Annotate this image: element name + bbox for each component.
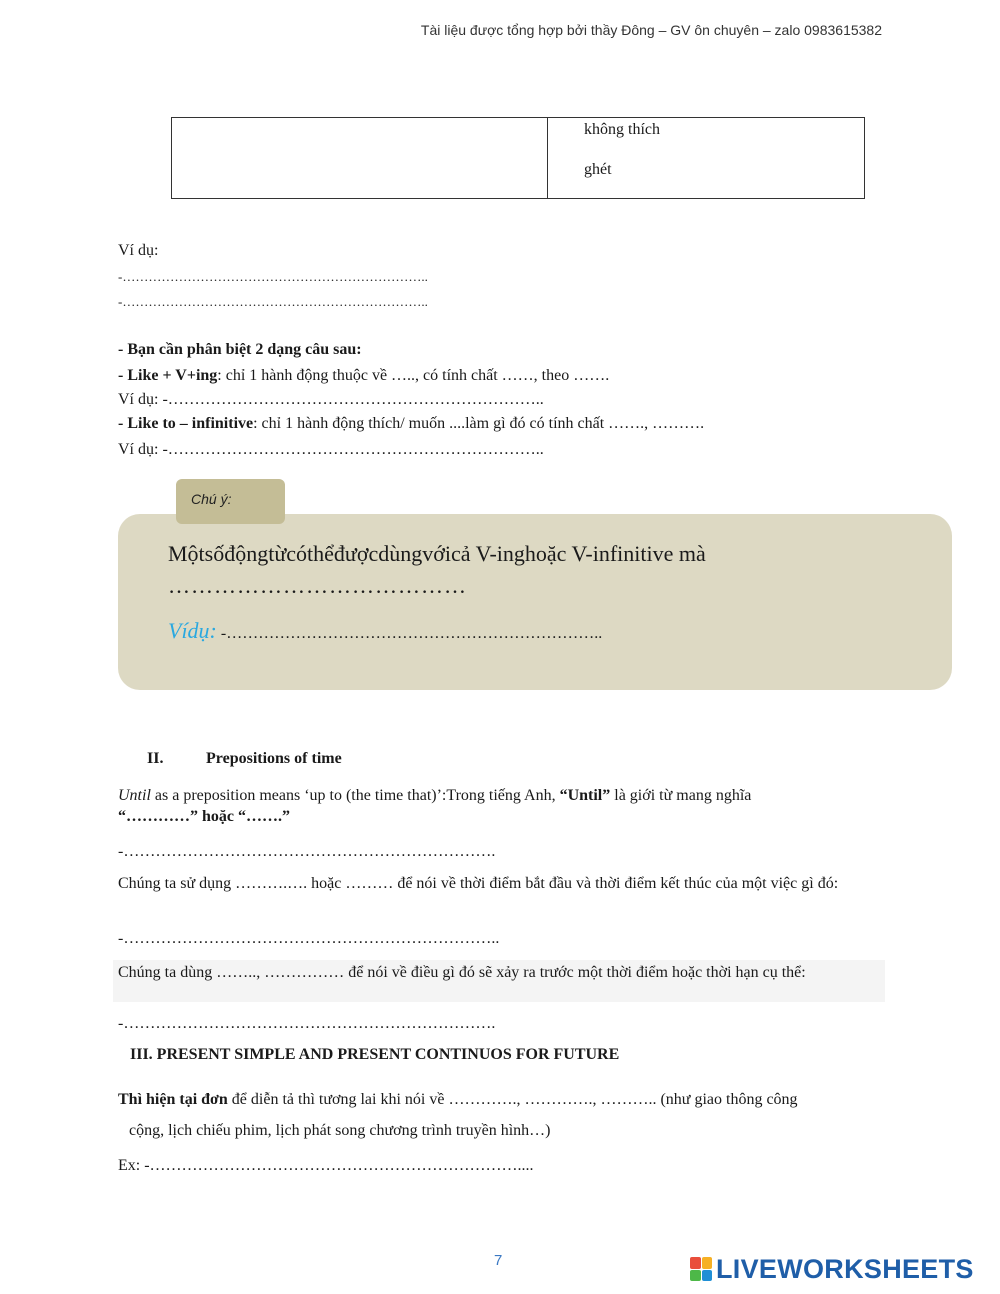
until-bold: “Until” — [559, 787, 611, 804]
until-blank[interactable]: “…………” hoặc “…….” — [118, 808, 290, 825]
example-line[interactable]: Ex: -…………………………………………………………….... — [118, 1157, 534, 1174]
like-to-rule — [118, 414, 704, 434]
blank-line[interactable]: -…………………………………………………………….. — [118, 269, 428, 284]
note-box — [118, 514, 952, 690]
present-simple-paragraph — [118, 1084, 888, 1146]
page-header: Tài liệu được tổng hợp bởi thầy Đông – GV ôn chuyên – zalo 0983615382 — [420, 22, 882, 38]
distinguish-title: - Bạn cần phân biệt 2 dạng câu sau: — [118, 341, 362, 358]
like-to-label: - Like to – infinitive — [118, 415, 254, 432]
section-number: II. — [147, 750, 164, 767]
until-paragraph — [118, 785, 888, 827]
table-left-cell — [172, 118, 548, 199]
until-text2: là giới từ mang nghĩa — [610, 787, 752, 804]
example-label: Ví dụ: — [118, 242, 159, 259]
logo-text: LIVEWORKSHEETS — [716, 1253, 974, 1284]
section-title: Prepositions of time — [206, 750, 342, 767]
present-simple-text: để diễn tả thì tương lai khi nói về …………., …………., ……….. (như giao thông công — [227, 1091, 798, 1108]
blank-line[interactable]: -…………………………………………………………….. — [118, 930, 500, 947]
example-line[interactable]: Ví dụ: -…………………………………………………………….. — [118, 391, 544, 408]
until-word: Until — [118, 787, 151, 804]
present-simple-label: Thì hiện tại đơn — [118, 1091, 228, 1108]
like-ving-rule — [118, 366, 609, 386]
paragraph: Chúng ta dùng …….., …………… để nói về điều gì đó sẽ xảy ra trước một thời điểm hoặc thời hạn cụ thể: — [118, 964, 806, 981]
table-word: không thích — [584, 121, 660, 138]
note-text: Mộtsốđộngtừcóthểđượcdùngvớicả V-inghoặc V-infinitive mà — [168, 541, 706, 566]
table-right-cell — [548, 118, 865, 199]
like-to-text: : chỉ 1 hành động thích/ muốn ....làm gì đó có tính chất ……., ………. — [253, 415, 705, 432]
paragraph: Chúng ta sử dụng ……….…. hoặc ……… để nói về thời điểm bắt đầu và thời điểm kết thúc của một việc gì đó: — [118, 875, 839, 892]
note-example-label: Vídụ: — [168, 618, 217, 643]
until-text: as a preposition means ‘up to (the time that)’:Trong tiếng Anh, — [150, 787, 560, 804]
logo-icon — [690, 1257, 712, 1281]
note-tab: Chú ý: — [176, 479, 285, 524]
liveworksheets-logo — [690, 1252, 974, 1286]
page-number: 7 — [494, 1252, 503, 1269]
blank-line[interactable]: -……………………………………………………………. — [118, 1015, 496, 1032]
vocabulary-table — [171, 117, 865, 199]
note-example — [168, 618, 602, 647]
like-ving-text: : chỉ 1 hành động thuộc về ….., có tính chất ……, theo ……. — [217, 367, 610, 384]
note-example-dots[interactable]: -…………………………………………………………….. — [216, 625, 603, 642]
section-title: III. PRESENT SIMPLE AND PRESENT CONTINUOS FOR FUTURE — [130, 1046, 620, 1063]
present-simple-text2: cộng, lịch chiếu phim, lịch phát song chương trình truyền hình…) — [129, 1122, 551, 1139]
table-word: ghét — [584, 161, 612, 178]
note-blank[interactable]: ………………………………… — [168, 573, 467, 598]
like-ving-label: - Like + V+ing — [118, 367, 218, 384]
blank-line[interactable]: -…………………………………………………………….. — [118, 294, 428, 309]
blank-line[interactable]: -……………………………………………………………. — [118, 843, 496, 860]
example-line[interactable]: Ví dụ: -…………………………………………………………….. — [118, 441, 544, 458]
